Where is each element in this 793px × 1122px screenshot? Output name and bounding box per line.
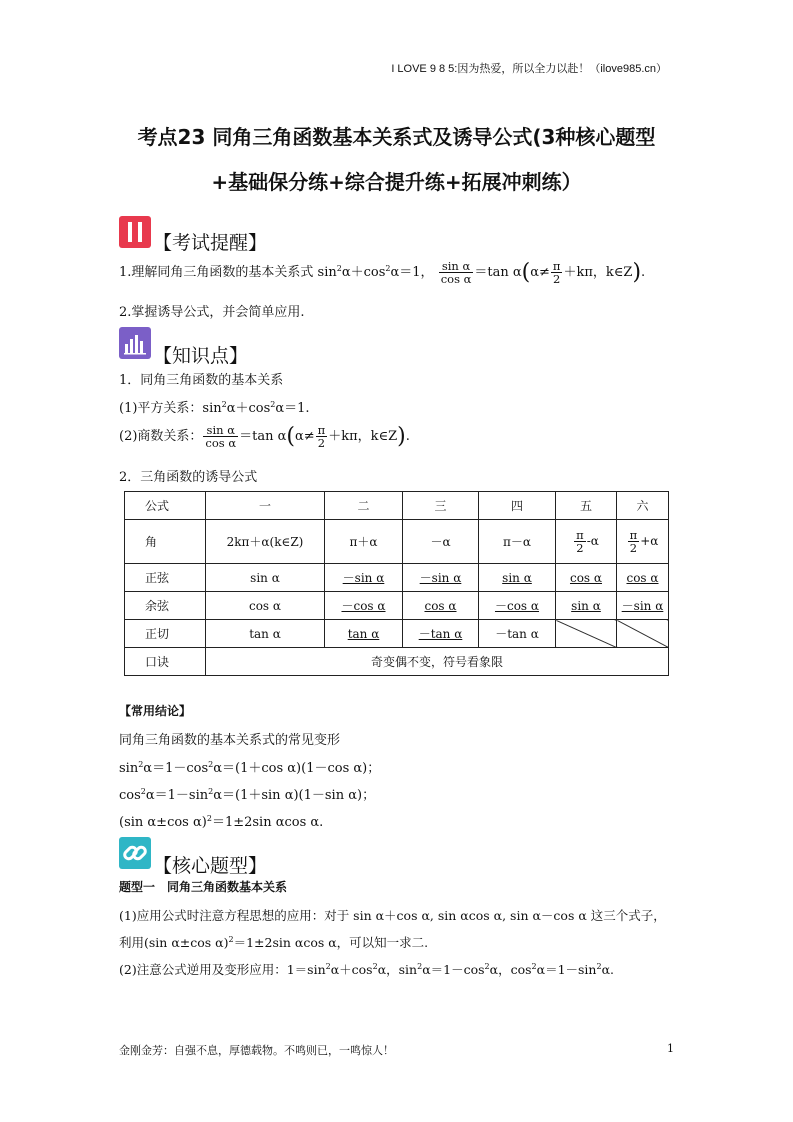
formula-line: (sin α±cos α)$^2$＝1±2sin αcos α. — [119, 814, 324, 830]
table-cell: tan α — [206, 620, 325, 648]
table-col-2: 二 — [325, 492, 403, 520]
table-cell: sin α — [556, 592, 617, 620]
table-cell: －α — [403, 520, 479, 564]
table-col-5: 五 — [556, 492, 617, 520]
table-cell: －sin α — [325, 564, 403, 592]
table-row — [125, 620, 669, 648]
table-cell: －tan α — [403, 620, 479, 648]
table-cell-empty-diagonal — [617, 620, 669, 648]
table-cell: cos α — [206, 592, 325, 620]
page-header: I LOVE 9 8 5:因为热爱，所以全力以赴！（ilove985.cn） — [391, 63, 667, 75]
core-paragraph-3: (2)注意公式逆用及变形应用：$1=\sin^2\alpha+\cos^2\alpha$，$\sin^2\alpha=1-\cos^2\alpha$，$\cos^2\alpha=1-\sin^2\alpha$. — [119, 962, 614, 977]
exam-item-2: 2.掌握诱导公式，并会简单应用. — [119, 305, 305, 320]
table-col-4: 四 — [479, 492, 556, 520]
table-header-label: 公式 — [125, 492, 206, 520]
quotient-relation: (2)商数关系： $\frac{\text{sin α}}{\text{cos α}}$ ＝tan α(α≠ $\frac{\pi}{2}$ ＋kπ，k∈Z). — [119, 423, 410, 451]
common-conclusion-intro: 同角三角函数的基本关系式的常见变形 — [119, 733, 341, 748]
section-heading-exam: 【考试提醒】 — [153, 232, 268, 254]
page-number: 1 — [667, 1042, 674, 1055]
table-cell: 2kπ＋α(k∈Z) — [206, 520, 325, 564]
table-row — [125, 648, 669, 676]
table-row — [125, 564, 669, 592]
formula-line: $\sin^2\alpha=1-\cos^2\alpha=(1+\cos$ α)(1－cos α)； — [119, 760, 381, 776]
table-row-label: 正切 — [125, 620, 206, 648]
common-conclusion-heading: 【常用结论】 — [119, 704, 192, 718]
table-cell: sin α — [206, 564, 325, 592]
formula-line: $\cos^2\alpha=1-\sin^2\alpha=(1+\sin$ α)(1－sin α)； — [119, 787, 376, 803]
table-cell-empty-diagonal — [556, 620, 617, 648]
table-cell: －sin α — [617, 592, 669, 620]
table-col-1: 一 — [206, 492, 325, 520]
table-row — [125, 492, 669, 520]
table-cell: sin α — [479, 564, 556, 592]
table-cell: tan α — [325, 620, 403, 648]
table-row-label: 正弦 — [125, 564, 206, 592]
link-icon — [119, 837, 151, 869]
question-type-1-title: 题型一 同角三角函数基本关系 — [119, 880, 288, 894]
table-col-3: 三 — [403, 492, 479, 520]
core-paragraph-1: (1)应用公式时注意方程思想的应用：对于 sin α＋cos α, sin αcos α, sin α－cos α 这三个式子， — [119, 908, 666, 923]
induction-formula-table — [124, 491, 669, 676]
exam-item-1: 1.理解同角三角函数的基本关系式 $\sin^2\alpha+\cos^2\alpha=1$， $\frac{\text{sin α}}{\text{cos α}}$ ＝tan α(α≠ $\frac{\pi}{2}$ ＋kπ，k∈Z). — [119, 259, 646, 287]
fraction-sin-cos: $\frac{\text{sin α}}{\text{cos α}}$ — [440, 259, 472, 287]
section-heading-knowledge: 【知识点】 — [153, 345, 249, 367]
table-row-label: 口诀 — [125, 648, 206, 676]
page-title-line2: +基础保分练+综合提升练+拓展冲刺练） — [211, 170, 582, 194]
page-footer: 金刚金芳：自强不息，厚德载物。不鸣则已，一鸣惊人！ — [119, 1044, 394, 1057]
table-cell: $\frac{\pi}{2}$ -α — [556, 520, 617, 564]
table-cell: π－α — [479, 520, 556, 564]
table-cell: $\frac{\pi}{2}$ +α — [617, 520, 669, 564]
table-cell: －sin α — [403, 564, 479, 592]
bar-chart-icon — [119, 327, 151, 359]
table-row-label: 余弦 — [125, 592, 206, 620]
page-title-line1: 考点23 同角三角函数基本关系式及诱导公式(3种核心题型 — [137, 125, 656, 149]
table-cell: －cos α — [479, 592, 556, 620]
table-row — [125, 592, 669, 620]
table-cell: cos α — [617, 564, 669, 592]
square-relation: (1)平方关系：$\sin^2\alpha+\cos^2\alpha=1$. — [119, 400, 310, 416]
table-cell: －cos α — [325, 592, 403, 620]
table-cell: π＋α — [325, 520, 403, 564]
knowledge-sub-2: 2．三角函数的诱导公式 — [119, 470, 258, 485]
core-paragraph-2: 利用(sin α±cos α)$^2$＝1±2sin αcos α，可以知一求二. — [119, 935, 429, 950]
table-cell: cos α — [403, 592, 479, 620]
table-row — [125, 520, 669, 564]
section-heading-core: 【核心题型】 — [153, 855, 268, 877]
mnemonic-text: 奇变偶不变，符号看象限 — [206, 648, 669, 676]
knowledge-sub-1: 1．同角三角函数的基本关系 — [119, 373, 284, 388]
table-angle-label: 角 — [125, 520, 206, 564]
table-cell: cos α — [556, 564, 617, 592]
table-cell: －tan α — [479, 620, 556, 648]
pause-icon — [119, 216, 151, 248]
table-col-6: 六 — [617, 492, 669, 520]
